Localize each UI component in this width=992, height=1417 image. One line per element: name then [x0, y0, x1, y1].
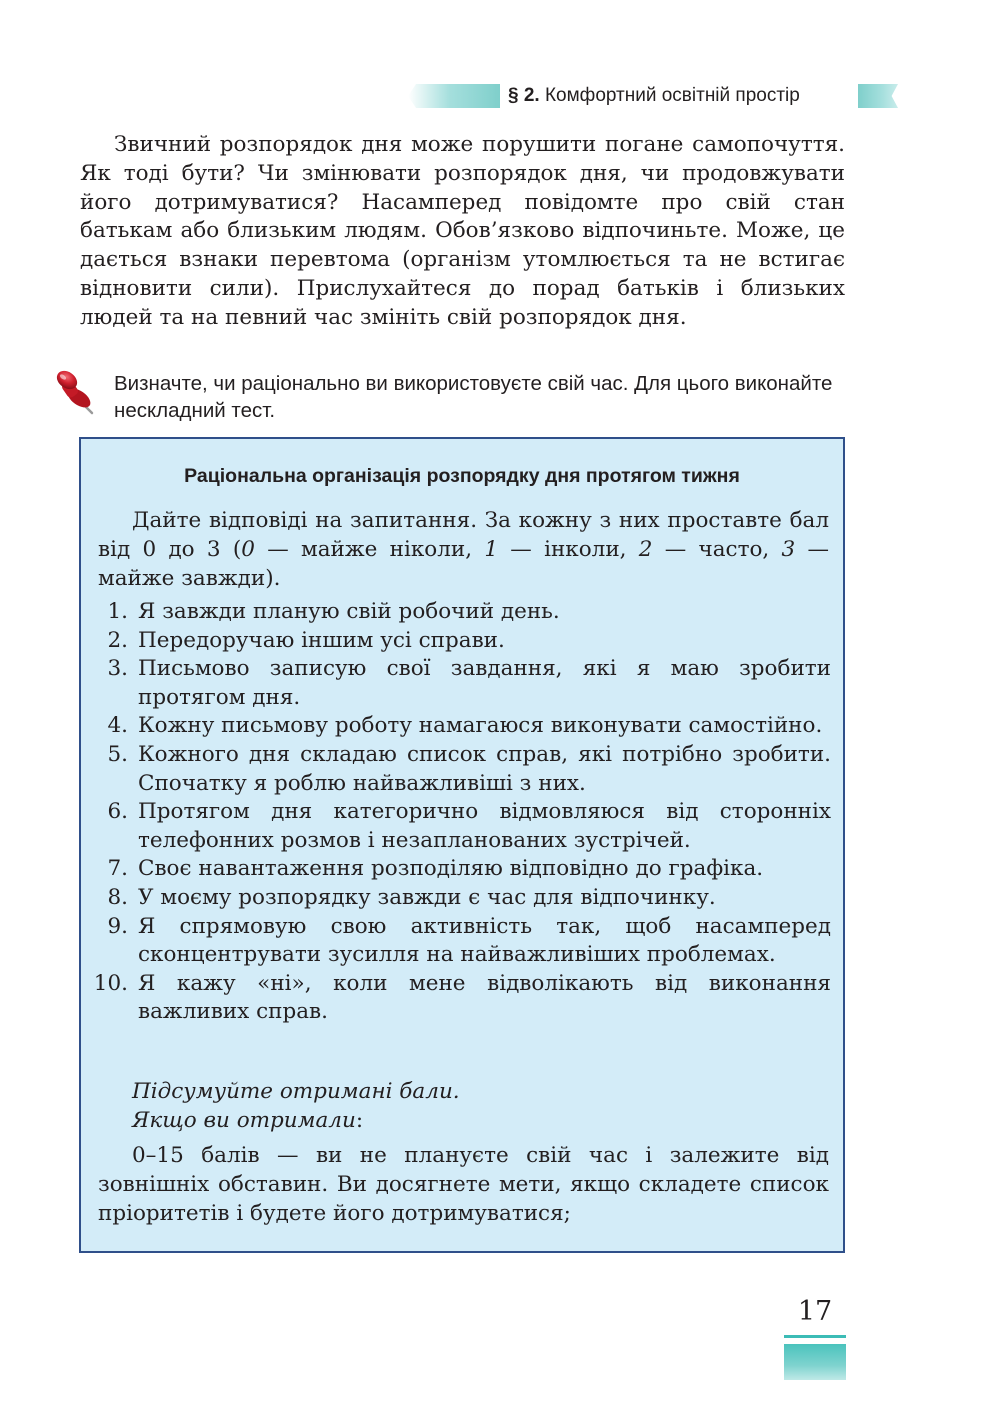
- running-header: [508, 84, 800, 108]
- question-text: Своє навантаження розподіляю відповідно до графіка.: [138, 856, 764, 882]
- question-item: [81, 913, 831, 970]
- summary-block: [132, 1077, 832, 1135]
- score-0: 0: [241, 536, 255, 562]
- question-item: [81, 855, 831, 884]
- question-number: 10.: [93, 970, 128, 996]
- score-3-label: — майже завжди).: [98, 536, 830, 591]
- question-number: 8.: [107, 884, 128, 910]
- section-number: § 2.: [508, 85, 540, 106]
- question-text: Передоручаю іншим усі справи.: [138, 627, 505, 653]
- task-instruction: Визначте, чи раціонально ви використовуєте свій час. Для цього виконайте нескладний тест.: [114, 372, 833, 422]
- question-text: Я завжди планую свій робочий день.: [138, 599, 560, 624]
- question-item: [81, 884, 831, 913]
- question-item: [81, 655, 831, 712]
- question-number: 3.: [107, 656, 128, 682]
- score-1: 1: [484, 536, 499, 562]
- header-decor-right: [858, 84, 898, 108]
- question-text: Протягом дня категорично відмовляюся від сторонніх телефонних розмов і незапланованих зустрічей.: [138, 799, 831, 853]
- question-number: 5.: [107, 741, 128, 767]
- question-text: Кожну письмову роботу намагаюся виконувати самостійно.: [138, 713, 823, 739]
- score-3: 3: [781, 536, 796, 562]
- question-item: [81, 741, 831, 798]
- question-text: Я спрямовую свою активність так, щоб насамперед сконцентрувати зусилля на найважливіших проблемах.: [138, 913, 831, 968]
- question-text: У моєму розпорядку завжди є час для відпочинку.: [138, 884, 716, 910]
- question-text: Письмово записую свої завдання, які я маю зробити протягом дня.: [138, 656, 831, 710]
- summary-line-2-text: Якщо ви отримали: [132, 1108, 356, 1133]
- test-box: [79, 437, 845, 1253]
- question-list: [81, 598, 831, 1027]
- result-paragraph: 0–15 балів — ви не плануєте свій час і залежите від зовнішніх обставин. Ви досягнете мети, якщо складете список пріоритетів і будете його дотримуватися;: [98, 1143, 829, 1226]
- pushpin-icon: [52, 368, 98, 416]
- question-item: [81, 627, 831, 656]
- question-number: 9.: [107, 913, 128, 939]
- question-item: [81, 598, 831, 627]
- question-item: [81, 970, 831, 1027]
- summary-line-1: Підсумуйте отримані бали.: [132, 1079, 460, 1104]
- score-0-label: — майже ніколи,: [254, 536, 485, 562]
- page-number-rule: [784, 1335, 846, 1338]
- test-instructions: [98, 507, 829, 593]
- question-number: 7.: [107, 856, 128, 882]
- page-number-decor: [784, 1344, 846, 1380]
- question-text: Я кажу «ні», коли мене відволікають від виконання важливих справ.: [138, 970, 831, 1025]
- page-number: 17: [797, 1296, 833, 1327]
- header-decor-left: [408, 84, 500, 108]
- test-title: Раціональна організація розпорядку дня протягом тижня: [184, 465, 740, 487]
- summary-colon: :: [355, 1108, 364, 1133]
- question-number: 2.: [107, 627, 128, 653]
- question-number: 4.: [107, 713, 128, 739]
- instr-part: Дайте відповіді на запитання. За кожну з них проставте бал від 0 до 3 (: [98, 508, 829, 562]
- score-1-label: — інколи,: [498, 536, 639, 562]
- question-text: Кожного дня складаю список справ, які потрібно зробити. Спочатку я роблю найважливіші з них.: [138, 741, 831, 796]
- score-2: 2: [638, 536, 653, 562]
- summary-line-2: [132, 1106, 832, 1135]
- score-2-label: — часто,: [652, 536, 782, 562]
- section-title: Комфортний освітній простір: [544, 85, 800, 106]
- question-number: 1.: [107, 599, 128, 624]
- question-item: [81, 798, 831, 855]
- question-item: [81, 712, 831, 741]
- question-number: 6.: [107, 799, 128, 825]
- intro-paragraph: Звичний розпорядок дня може порушити погане самопочуття. Як тоді бути? Чи змінювати розпорядок дня, чи продовжувати його дотримуватися? Насамперед повідомте про свій стан батькам або близьким людям. Обов’язково відпочиньте. Може, це дається взнаки перевтома (організм утомлюється та не встигає відновити сили). Прислухайтеся до порад батьків і близьких людей та на певний час змініть свій розпорядок дня.: [80, 132, 845, 330]
